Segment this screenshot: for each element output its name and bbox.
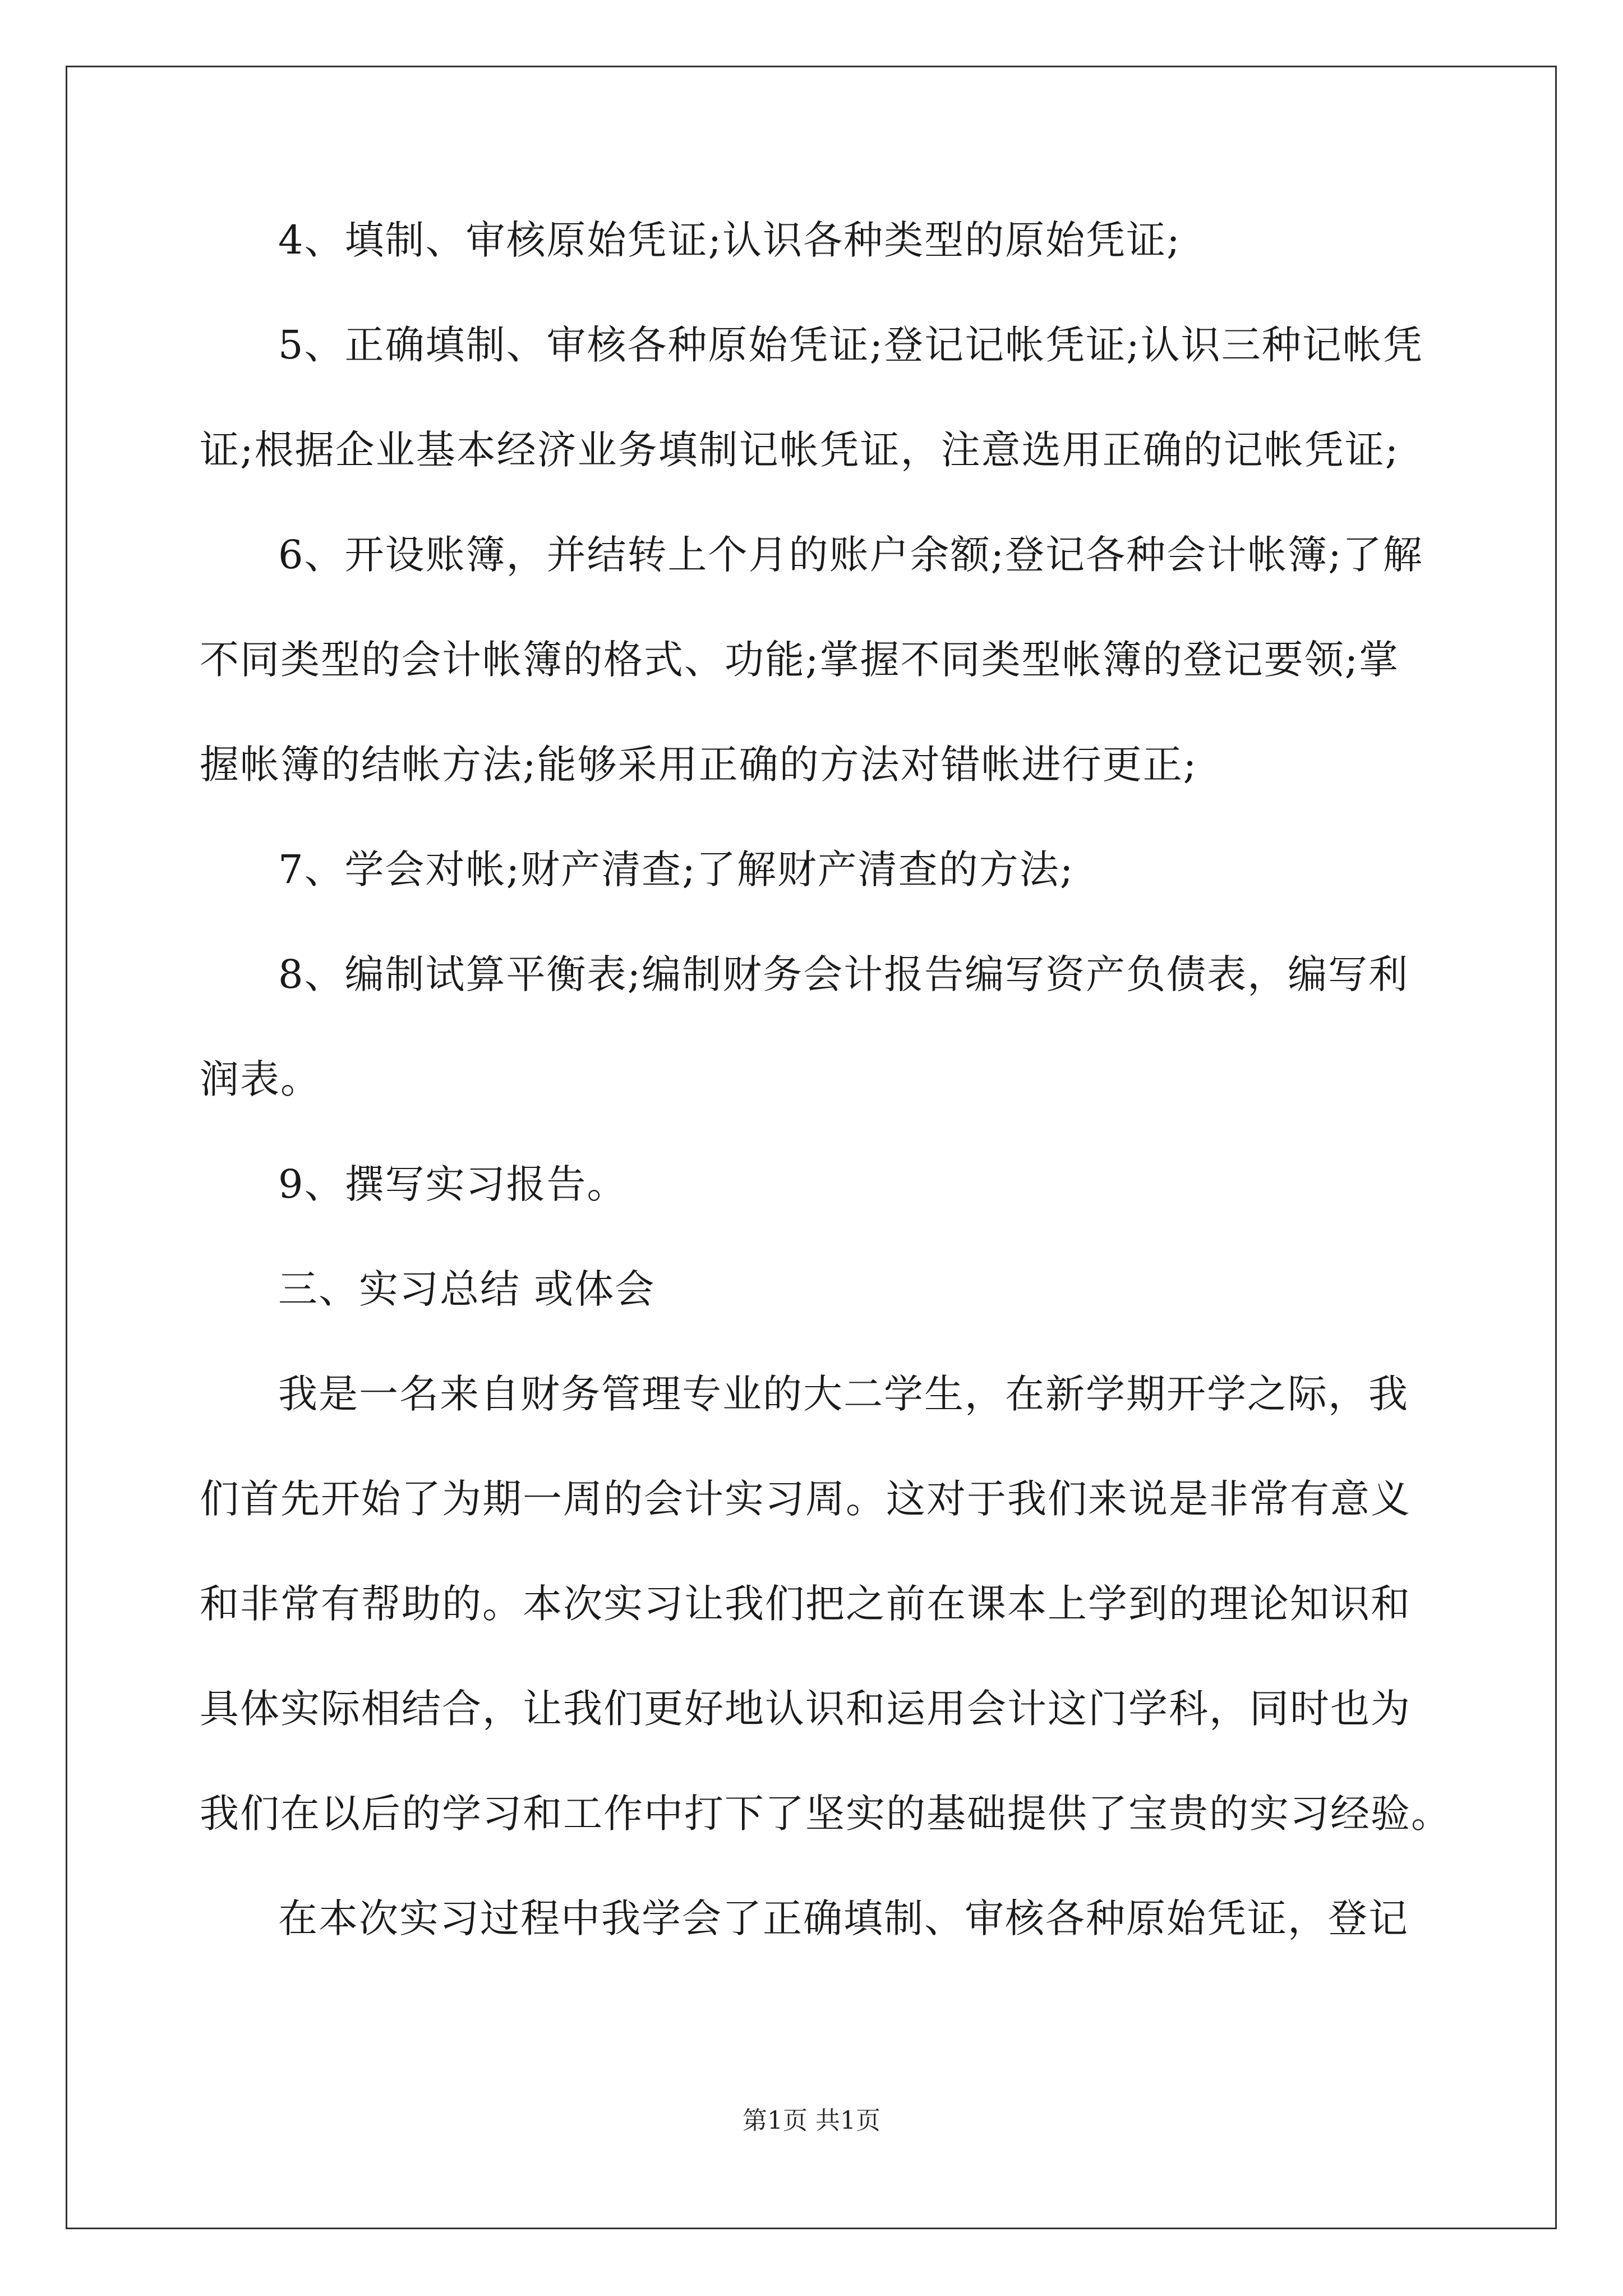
text-line: 们首先开始了为期一周的会计实习周。这对于我们来说是非常有意义 [200, 1476, 1411, 1522]
page-number-footer: 第1页 共1页 [743, 2106, 880, 2135]
text-line: 4、填制、审核原始凭证;认识各种类型的原始凭证; [278, 217, 1181, 263]
text-line: 5、正确填制、审核各种原始凭证;登记记帐凭证;认识三种记帐凭 [278, 322, 1423, 368]
text-line: 我们在以后的学习和工作中打下了坚实的基础提供了宝贵的实习经验。 [200, 1791, 1451, 1837]
text-line: 不同类型的会计帐簿的格式、功能;掌握不同类型帐簿的登记要领;掌 [200, 637, 1400, 683]
section-heading: 三、实习总结 或体会 [278, 1266, 656, 1312]
text-line: 7、学会对帐;财产清查;了解财产清查的方法; [278, 846, 1075, 892]
text-line: 握帐簿的结帐方法;能够采用正确的方法对错帐进行更正; [200, 742, 1198, 788]
text-line: 在本次实习过程中我学会了正确填制、审核各种原始凭证，登记 [278, 1895, 1409, 1941]
text-line: 8、编制试算平衡表;编制财务会计报告编写资产负债表，编写利 [278, 951, 1409, 997]
text-line: 我是一名来自财务管理专业的大二学生，在新学期开学之际，我 [278, 1371, 1409, 1417]
text-line: 具体实际相结合，让我们更好地认识和运用会计这门学科，同时也为 [200, 1686, 1411, 1732]
text-line: 和非常有帮助的。本次实习让我们把之前在课本上学到的理论知识和 [200, 1581, 1411, 1627]
text-line: 6、开设账簿，并结转上个月的账户余额;登记各种会计帐簿;了解 [278, 532, 1423, 578]
text-line: 润表。 [200, 1056, 321, 1102]
text-line: 证;根据企业基本经济业务填制记帐凭证，注意选用正确的记帐凭证; [200, 427, 1400, 473]
text-line: 9、撰写实习报告。 [278, 1161, 628, 1207]
